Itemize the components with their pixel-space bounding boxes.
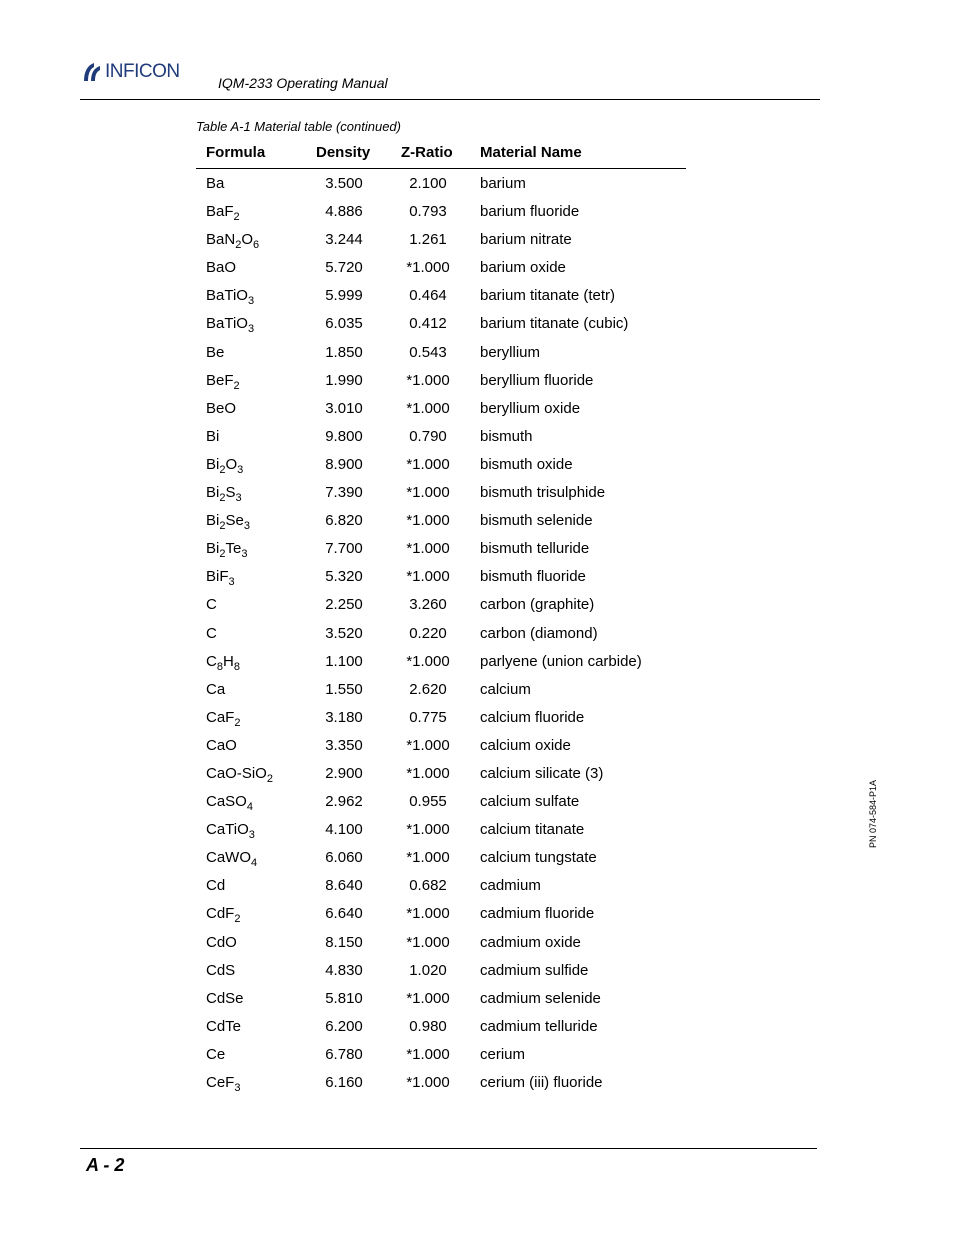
formula-element: O <box>225 455 238 473</box>
formula-element: CdF <box>206 905 235 923</box>
formula-element: C <box>206 596 217 614</box>
z-ratio-cell: 2.620 <box>409 680 447 698</box>
table-row <box>196 899 686 927</box>
density-cell: 1.100 <box>325 652 363 670</box>
formula-element: BaTiO <box>206 287 248 305</box>
density-cell: 6.035 <box>325 315 363 333</box>
formula-cell <box>206 793 253 814</box>
material-name-cell: beryllium <box>480 343 541 361</box>
z-ratio-cell: *1.000 <box>406 371 450 389</box>
formula-element: CaO-SiO <box>206 764 267 782</box>
formula-cell <box>206 1046 225 1063</box>
density-cell: 6.160 <box>325 1074 363 1091</box>
inficon-logo <box>82 60 180 84</box>
material-name-cell: bismuth selenide <box>480 512 593 530</box>
formula-element: CdO <box>206 933 237 951</box>
table-row <box>196 394 686 422</box>
formula-element: CaO <box>206 736 237 754</box>
density-cell: 3.500 <box>325 175 363 192</box>
table-row <box>196 506 686 534</box>
formula-subscript: 3 <box>247 295 255 308</box>
formula-cell <box>206 708 241 729</box>
formula-element: CdTe <box>206 1017 242 1035</box>
footer-rule <box>80 1148 817 1149</box>
z-ratio-cell: *1.000 <box>406 1045 450 1063</box>
table-row <box>196 843 686 871</box>
formula-cell <box>206 596 217 613</box>
density-cell: 3.010 <box>325 399 363 417</box>
table-header-row <box>196 138 686 169</box>
material-name-cell: calcium oxide <box>480 736 571 754</box>
density-cell: 8.150 <box>325 933 363 951</box>
formula-cell <box>206 203 240 224</box>
z-ratio-cell: 0.412 <box>409 315 447 333</box>
z-ratio-cell: 0.682 <box>409 877 447 895</box>
density-cell: 4.830 <box>325 961 363 979</box>
formula-element: CdSe <box>206 989 244 1007</box>
material-name-cell: cadmium telluride <box>480 1017 598 1035</box>
z-ratio-cell: 0.793 <box>409 203 447 221</box>
formula-subscript: 2 <box>266 772 273 785</box>
formula-subscript: 2 <box>219 548 226 561</box>
material-name-cell: calcium <box>480 680 531 698</box>
table-row <box>196 1068 686 1096</box>
z-ratio-cell: 0.220 <box>409 624 447 642</box>
z-ratio-cell: *1.000 <box>406 764 450 782</box>
z-ratio-cell: 0.543 <box>409 343 447 361</box>
formula-element: Bi <box>206 484 220 502</box>
formula-cell <box>206 934 237 951</box>
density-cell: 5.320 <box>325 568 363 586</box>
z-ratio-cell: *1.000 <box>406 821 450 839</box>
material-name-cell: cadmium <box>480 877 541 895</box>
density-cell: 4.100 <box>325 821 363 839</box>
material-name-cell: cerium (iii) fluoride <box>480 1074 603 1091</box>
formula-element: C <box>206 652 217 670</box>
material-name-cell: calcium silicate (3) <box>480 764 604 782</box>
formula-element: CaTiO <box>206 821 249 839</box>
table-row <box>196 309 686 337</box>
formula-subscript: 8 <box>233 660 240 673</box>
density-cell: 2.962 <box>325 793 363 811</box>
material-name-cell: barium oxide <box>480 259 566 277</box>
z-ratio-cell: *1.000 <box>406 540 450 558</box>
z-ratio-cell: 0.775 <box>409 708 447 726</box>
material-name-cell: bismuth <box>480 427 533 445</box>
material-name-cell: barium titanate (tetr) <box>480 287 616 305</box>
formula-cell <box>206 849 258 870</box>
density-cell: 5.810 <box>325 989 363 1007</box>
formula-subscript: 3 <box>237 463 244 476</box>
density-cell: 8.640 <box>325 877 363 895</box>
table-row <box>196 703 686 731</box>
inficon-logo-icon <box>82 61 102 83</box>
formula-element: O <box>241 231 253 249</box>
formula-cell <box>206 231 260 252</box>
formula-cell <box>206 737 237 754</box>
table-row <box>196 225 686 253</box>
column-header-z-ratio: Z-Ratio <box>401 144 453 161</box>
formula-cell <box>206 344 224 361</box>
formula-cell <box>206 764 273 785</box>
table-row <box>196 169 686 197</box>
formula-subscript: 2 <box>219 463 226 476</box>
formula-element: S <box>225 484 236 502</box>
material-name-cell: carbon (diamond) <box>480 624 598 642</box>
density-cell: 4.886 <box>325 203 363 221</box>
formula-cell <box>206 540 248 561</box>
material-name-cell: bismuth telluride <box>480 540 590 558</box>
density-cell: 3.180 <box>325 708 363 726</box>
z-ratio-cell: *1.000 <box>406 259 450 277</box>
table-row <box>196 253 686 281</box>
formula-subscript: 8 <box>216 660 223 673</box>
formula-cell <box>206 1074 241 1094</box>
formula-cell <box>206 175 224 192</box>
table-row <box>196 984 686 1012</box>
table-row <box>196 478 686 506</box>
density-cell: 3.520 <box>325 624 363 642</box>
density-cell: 1.850 <box>325 343 363 361</box>
material-name-cell: bismuth oxide <box>480 455 573 473</box>
table-row <box>196 450 686 478</box>
formula-element: CeF <box>206 1074 235 1091</box>
formula-element: BaO <box>206 259 237 277</box>
formula-element: CaWO <box>206 849 251 867</box>
formula-subscript: 3 <box>247 323 255 336</box>
density-cell: 6.780 <box>325 1045 363 1063</box>
formula-subscript: 2 <box>235 239 242 252</box>
formula-subscript: 3 <box>241 548 248 561</box>
material-name-cell: bismuth trisulphide <box>480 484 606 502</box>
brand-name: INFICON <box>105 61 180 82</box>
density-cell: 1.550 <box>325 680 363 698</box>
table-caption: Table A-1 Material table (continued) <box>196 119 401 134</box>
z-ratio-cell: 0.955 <box>409 793 447 811</box>
material-name-cell: barium titanate (cubic) <box>480 315 629 333</box>
material-name-cell: cadmium oxide <box>480 933 581 951</box>
z-ratio-cell: *1.000 <box>406 989 450 1007</box>
column-header-formula: Formula <box>206 144 266 161</box>
formula-cell <box>206 652 240 673</box>
formula-element: CdS <box>206 961 236 979</box>
formula-subscript: 6 <box>252 239 260 252</box>
table-row <box>196 928 686 956</box>
material-name-cell: calcium titanate <box>480 821 585 839</box>
table-row <box>196 281 686 309</box>
table-row <box>196 590 686 618</box>
formula-element: BeF <box>206 371 234 389</box>
density-cell: 9.800 <box>325 427 363 445</box>
formula-element: BiF <box>206 568 229 586</box>
density-cell: 2.900 <box>325 764 363 782</box>
formula-element: BaTiO <box>206 315 248 333</box>
table-row <box>196 731 686 759</box>
density-cell: 1.990 <box>325 371 363 389</box>
table-row <box>196 787 686 815</box>
material-name-cell: carbon (graphite) <box>480 596 595 614</box>
formula-cell <box>206 681 225 698</box>
z-ratio-cell: *1.000 <box>406 736 450 754</box>
header-rule <box>80 99 820 100</box>
z-ratio-cell: 0.980 <box>409 1017 447 1035</box>
table-row <box>196 197 686 225</box>
table-row <box>196 956 686 984</box>
material-name-cell: calcium sulfate <box>480 793 580 811</box>
material-name-cell: calcium tungstate <box>480 849 597 867</box>
formula-element: BeO <box>206 399 237 417</box>
formula-cell <box>206 400 236 417</box>
table-row <box>196 338 686 366</box>
formula-subscript: 3 <box>228 576 235 589</box>
z-ratio-cell: *1.000 <box>406 455 450 473</box>
material-name-cell: bismuth fluoride <box>480 568 586 586</box>
z-ratio-cell: *1.000 <box>406 905 450 923</box>
formula-element: Ba <box>206 175 225 192</box>
density-cell: 6.640 <box>325 905 363 923</box>
density-cell: 3.350 <box>325 736 363 754</box>
z-ratio-cell: *1.000 <box>406 568 450 586</box>
formula-cell <box>206 512 250 533</box>
z-ratio-cell: 1.020 <box>409 961 447 979</box>
material-name-cell: cerium <box>480 1045 526 1063</box>
density-cell: 6.200 <box>325 1017 363 1035</box>
z-ratio-cell: *1.000 <box>406 652 450 670</box>
formula-subscript: 2 <box>233 379 240 392</box>
formula-element: BaN <box>206 231 236 249</box>
density-cell: 8.900 <box>325 455 363 473</box>
z-ratio-cell: 1.261 <box>409 231 447 249</box>
formula-element: Bi <box>206 512 220 530</box>
formula-subscript: 3 <box>243 520 250 533</box>
formula-subscript: 4 <box>251 857 258 870</box>
material-name-cell: calcium fluoride <box>480 708 585 726</box>
density-cell: 2.250 <box>325 596 363 614</box>
formula-cell <box>206 428 219 445</box>
density-cell: 3.244 <box>325 231 363 249</box>
material-name-cell: parlyene (union carbide) <box>480 652 642 670</box>
column-header-material-name: Material Name <box>480 144 582 161</box>
formula-element: CaSO <box>206 793 247 811</box>
table-row <box>196 1012 686 1040</box>
formula-element: Ce <box>206 1045 226 1063</box>
formula-element: Bi <box>206 540 220 558</box>
table-row <box>196 619 686 647</box>
formula-cell <box>206 1018 241 1035</box>
density-cell: 7.700 <box>325 540 363 558</box>
formula-subscript: 2 <box>219 520 226 533</box>
table-body <box>196 169 686 1096</box>
formula-subscript: 2 <box>234 913 241 926</box>
table-row <box>196 1040 686 1068</box>
formula-subscript: 2 <box>234 716 241 729</box>
formula-element: BaF <box>206 203 234 221</box>
density-cell: 7.390 <box>325 484 363 502</box>
table-row <box>196 562 686 590</box>
formula-element: Se <box>225 512 244 530</box>
formula-cell <box>206 287 255 308</box>
table-row <box>196 647 686 675</box>
material-table <box>196 138 686 1096</box>
formula-element: Bi <box>206 455 220 473</box>
formula-subscript: 3 <box>235 492 242 505</box>
material-name-cell: barium <box>480 175 526 192</box>
formula-subscript: 3 <box>234 1082 241 1094</box>
column-header-density: Density <box>316 144 371 161</box>
z-ratio-cell: 0.790 <box>409 427 447 445</box>
material-name-cell: barium fluoride <box>480 203 580 221</box>
part-number-label: PN 074-584-P1A <box>868 779 878 848</box>
formula-cell <box>206 484 242 505</box>
formula-subscript: 2 <box>233 211 240 224</box>
formula-subscript: 2 <box>219 492 226 505</box>
table-row <box>196 366 686 394</box>
formula-cell <box>206 455 244 476</box>
material-name-cell: beryllium oxide <box>480 399 581 417</box>
z-ratio-cell: 2.100 <box>409 175 447 192</box>
formula-element: Te <box>225 540 242 558</box>
table-row <box>196 422 686 450</box>
formula-element: Ca <box>206 680 226 698</box>
formula-element: C <box>206 624 217 642</box>
z-ratio-cell: *1.000 <box>406 484 450 502</box>
table-row <box>196 759 686 787</box>
formula-cell <box>206 990 244 1007</box>
formula-cell <box>206 625 217 642</box>
z-ratio-cell: 3.260 <box>409 596 447 614</box>
formula-element: Cd <box>206 877 226 895</box>
formula-cell <box>206 905 241 926</box>
page-number: A - 2 <box>86 1155 125 1175</box>
formula-subscript: 3 <box>248 829 255 842</box>
formula-cell <box>206 962 235 979</box>
z-ratio-cell: *1.000 <box>406 849 450 867</box>
manual-title: IQM-233 Operating Manual <box>218 75 388 91</box>
formula-cell <box>206 821 255 842</box>
z-ratio-cell: *1.000 <box>406 399 450 417</box>
formula-cell <box>206 371 240 392</box>
density-cell: 5.720 <box>325 259 363 277</box>
formula-element: H <box>222 652 234 670</box>
formula-cell <box>206 877 225 894</box>
material-name-cell: barium nitrate <box>480 231 572 249</box>
formula-subscript: 4 <box>246 801 253 814</box>
density-cell: 6.060 <box>325 849 363 867</box>
material-name-cell: beryllium fluoride <box>480 371 594 389</box>
z-ratio-cell: *1.000 <box>406 512 450 530</box>
z-ratio-cell: 0.464 <box>409 287 447 305</box>
table-row <box>196 534 686 562</box>
formula-cell <box>206 259 236 276</box>
z-ratio-cell: *1.000 <box>406 1074 450 1091</box>
formula-element: CaF <box>206 708 235 726</box>
table-row <box>196 815 686 843</box>
density-cell: 6.820 <box>325 512 363 530</box>
formula-cell <box>206 568 235 589</box>
material-name-cell: cadmium sulfide <box>480 961 589 979</box>
formula-cell <box>206 315 255 336</box>
table-row <box>196 871 686 899</box>
z-ratio-cell: *1.000 <box>406 933 450 951</box>
density-cell: 5.999 <box>325 287 363 305</box>
formula-element: Be <box>206 343 225 361</box>
material-name-cell: cadmium fluoride <box>480 905 595 923</box>
material-name-cell: cadmium selenide <box>480 989 601 1007</box>
table-row <box>196 675 686 703</box>
formula-element: Bi <box>206 427 220 445</box>
